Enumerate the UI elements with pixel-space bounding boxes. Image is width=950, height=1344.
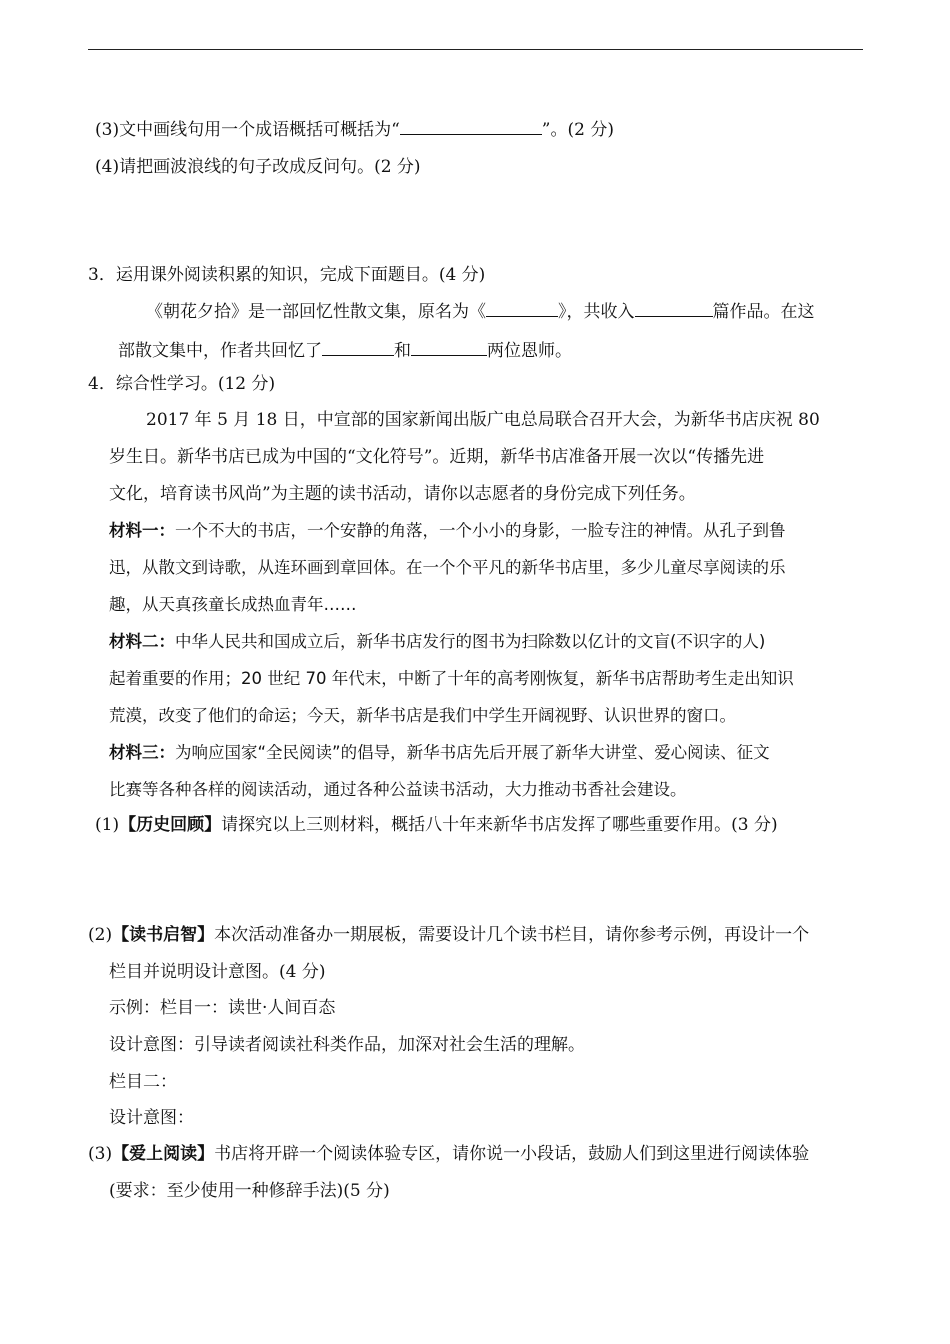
q4-sub3-num: (3) <box>88 1144 113 1164</box>
q3-l1-a: 《朝花夕拾》是一部回忆性散文集，原名为《 <box>146 302 486 322</box>
material2-line3: 荒漠，改变了他们的命运；今天，新华书店是我们中学生开阔视野、认识世界的窗口。 <box>109 706 736 725</box>
q2-sub4: (4)请把画波浪线的句子改成反问句。(2 分) <box>95 157 421 177</box>
q3-l1-c: 篇作品。在这 <box>712 302 815 322</box>
material2-line1 <box>109 631 765 653</box>
material1-line1 <box>109 520 786 542</box>
q4-sub1 <box>95 814 778 836</box>
q4-sub2-text: 本次活动准备办一期展板，需要设计几个读书栏目，请你参考示例，再设计一个 <box>214 925 810 945</box>
material1-label: 材料一： <box>109 521 175 540</box>
material2-line2: 起着重要的作用；20 世纪 70 年代末，中断了十年的高考刚恢复，新华书店帮助考生走出知识 <box>109 669 794 688</box>
q3-l2-b: 和 <box>394 341 411 361</box>
q4-intro-line2: 岁生日。新华书店已成为中国的“文化符号”。近期，新华书店准备开展一次以“传播先进 <box>109 447 765 467</box>
q3-line2 <box>118 339 572 362</box>
q4-sub1-num: (1) <box>95 815 120 835</box>
material2-text1: 中华人民共和国成立后，新华书店发行的图书为扫除数以亿计的文盲(不识字的人) <box>175 632 766 651</box>
q4-sub2-column2: 栏目二： <box>109 1072 177 1092</box>
q4-sub1-tag: 【历史回顾】 <box>119 815 222 835</box>
q3-l2-c: 两位恩师。 <box>487 341 572 361</box>
q4-sub2-intent: 设计意图：引导读者阅读社科类作品，加深对社会生活的理解。 <box>109 1035 585 1055</box>
q4-sub2-num: (2) <box>88 925 113 945</box>
q4-sub2 <box>88 924 809 946</box>
q4-sub3 <box>88 1143 809 1165</box>
material1-line2: 迅，从散文到诗歌，从连环画到章回体。在一个个平凡的新华书店里，多少儿童尽享阅读的乐 <box>109 558 786 577</box>
material3-text1: 为响应国家“全民阅读”的倡导，新华书店先后开展了新华大讲堂、爱心阅读、征文 <box>175 743 770 762</box>
q2-sub3-text: (3)文中画线句用一个成语概括可概括为“ <box>95 120 400 140</box>
idiom-blank[interactable] <box>400 118 542 135</box>
original-title-blank[interactable] <box>486 300 558 317</box>
material3-line2: 比赛等各种各样的阅读活动，通过各种公益读书活动，大力推动书香社会建设。 <box>109 780 687 799</box>
material3-label: 材料三： <box>109 743 175 762</box>
teacher1-blank[interactable] <box>322 339 394 356</box>
q2-sub3-end: ”。(2 分) <box>541 120 614 140</box>
teacher2-blank[interactable] <box>411 339 487 356</box>
material1-line3: 趣，从天真孩童长成热血青年…… <box>109 595 357 614</box>
q2-sub3 <box>95 118 614 141</box>
q3-title: 3．运用课外阅读积累的知识，完成下面题目。(4 分) <box>88 265 486 285</box>
q3-line1 <box>146 300 815 323</box>
q4-intro-line1: 2017 年 5 月 18 日，中宣部的国家新闻出版广电总局联合召开大会，为新华书店庆祝 80 <box>146 410 820 430</box>
material2-label: 材料二： <box>109 632 175 651</box>
count-blank[interactable] <box>635 300 713 317</box>
q3-l2-a: 部散文集中，作者共回忆了 <box>118 341 322 361</box>
q4-title: 4．综合性学习。(12 分) <box>88 374 276 394</box>
q4-sub3-line2: (要求：至少使用一种修辞手法)(5 分) <box>109 1181 390 1201</box>
q4-intro-line3: 文化，培育读书风尚”为主题的读书活动，请你以志愿者的身份完成下列任务。 <box>109 484 696 504</box>
q4-sub1-text: 请探究以上三则材料，概括八十年来新华书店发挥了哪些重要作用。(3 分) <box>221 815 778 835</box>
q4-sub3-text: 书店将开辟一个阅读体验专区，请你说一小段话，鼓励人们到这里进行阅读体验 <box>214 1144 810 1164</box>
q4-sub2-example: 示例：栏目一：读世·人间百态 <box>109 998 336 1018</box>
q4-sub2-intent2: 设计意图： <box>109 1108 194 1128</box>
material1-text1: 一个不大的书店，一个安静的角落，一个小小的身影，一脸专注的神情。从孔子到鲁 <box>175 521 786 540</box>
q4-sub3-tag: 【爱上阅读】 <box>112 1144 215 1164</box>
q3-l1-b: 》，共收入 <box>558 302 635 322</box>
material3-line1 <box>109 742 770 764</box>
q4-sub2-tag: 【读书启智】 <box>112 925 215 945</box>
q4-sub2-line2: 栏目并说明设计意图。(4 分) <box>109 962 326 982</box>
header-rule <box>88 49 863 50</box>
